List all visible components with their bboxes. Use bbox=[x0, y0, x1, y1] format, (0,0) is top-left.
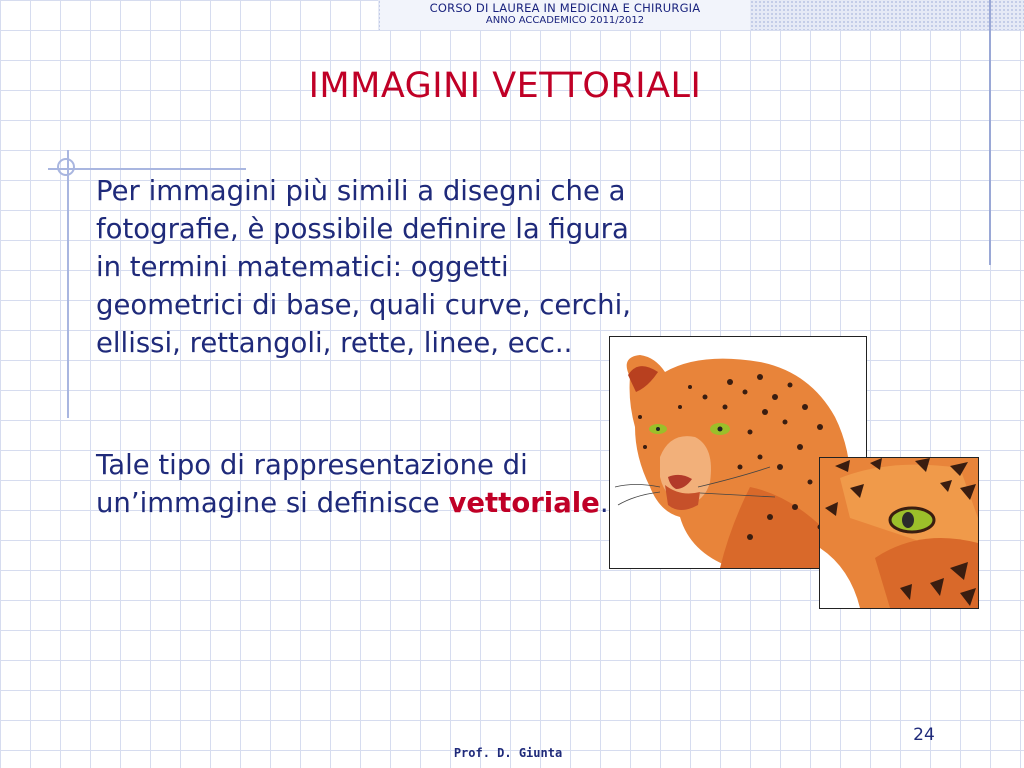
decor-horizontal-line bbox=[48, 168, 246, 170]
slide-title: IMMAGINI VETTORIALI bbox=[308, 66, 702, 106]
paragraph-definition: Per immagini più simili a disegni che a fotografie, è possibile definire la figura in termini matematici: oggetti geometrici di base, quali curve, cerchi, ellissi, rettangoli, rette, linee, ecc.. bbox=[96, 175, 631, 359]
paragraph-vector-text: Tale tipo di rappresentazione di un’immagine si definisce bbox=[96, 449, 528, 519]
decor-circle-icon bbox=[57, 158, 75, 176]
leopard-eye-zoom bbox=[819, 457, 979, 609]
leopard-eye-icon bbox=[820, 458, 978, 608]
paragraph-vector-end: . bbox=[599, 487, 609, 519]
page-number: 24 bbox=[913, 725, 935, 745]
paragraph-vector bbox=[96, 446, 616, 522]
course-header bbox=[380, 0, 750, 30]
decor-vertical-line bbox=[67, 150, 69, 418]
term-vettoriale: vettoriale bbox=[448, 487, 600, 519]
footer-author: Prof. D. Giunta bbox=[453, 746, 563, 760]
course-name: CORSO DI LAUREA IN MEDICINA E CHIRURGIA bbox=[429, 1, 701, 15]
academic-year: ANNO ACCADEMICO 2011/2012 bbox=[485, 15, 645, 26]
right-divider bbox=[989, 0, 991, 265]
